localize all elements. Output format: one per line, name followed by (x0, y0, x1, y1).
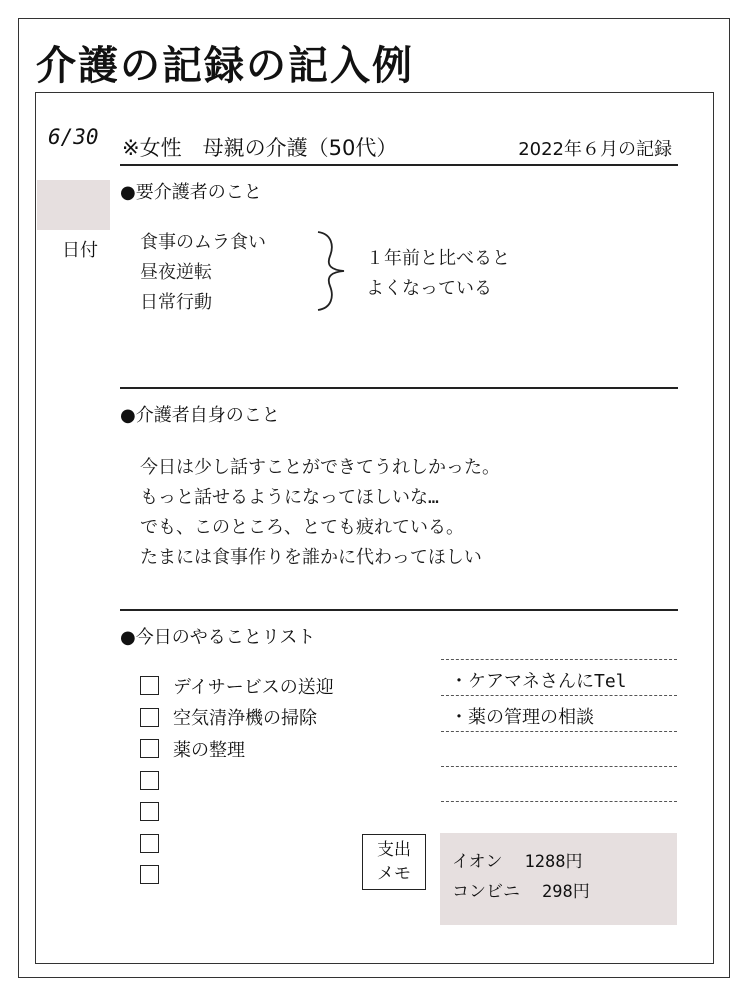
checkbox[interactable] (140, 771, 159, 790)
subject-text: ※女性 母親の介護（50代） (122, 136, 398, 160)
expense-label-line: 支出 (377, 840, 411, 860)
memo-dashed-line (441, 766, 677, 767)
todo-item-label: 薬の整理 (173, 739, 245, 761)
todo-item (140, 859, 334, 891)
todo-item (140, 796, 334, 828)
expense-name: イオン (452, 852, 503, 872)
memo-dashed-line (441, 659, 677, 660)
memo-text: ・薬の管理の相談 (450, 707, 594, 728)
expense-amount: 1288円 (524, 852, 583, 872)
expense-label-line: メモ (377, 864, 411, 884)
checkbox[interactable] (140, 676, 159, 695)
todo-item (140, 670, 334, 702)
expense-box (440, 833, 677, 925)
todo-item (140, 765, 334, 797)
section-todo-heading: ●今日のやることリスト (120, 627, 316, 648)
section-caregiver-heading: ●介護者自身のこと (120, 405, 280, 426)
checkbox[interactable] (140, 834, 159, 853)
date-value: 6/30 (48, 125, 99, 149)
expense-name: コンビニ (452, 882, 520, 902)
care-item: 昼夜逆転 (140, 262, 212, 283)
checkbox[interactable] (140, 708, 159, 727)
section-divider (120, 387, 678, 389)
caregiver-line: もっと話せるようになってほしいな… (140, 487, 439, 508)
todo-item (140, 733, 334, 765)
memo-text: ・ケアマネさんにTel (450, 671, 627, 692)
month-text: 2022年６月の記録 (518, 139, 672, 160)
todo-item-label: 空気清浄機の掃除 (173, 708, 317, 730)
page-title: 介護の記録の記入例 (36, 43, 414, 89)
caregiver-line: でも、このところ、とても疲れている。 (140, 517, 464, 538)
care-note-line: １年前と比べると (366, 248, 510, 269)
date-label: 日付 (62, 240, 98, 261)
care-note-line: よくなっている (366, 278, 492, 299)
expense-row (452, 847, 582, 872)
memo-dashed-line (441, 695, 677, 696)
expense-row (452, 877, 590, 902)
record-header (120, 130, 678, 166)
caregiver-line: 今日は少し話すことができてうれしかった。 (140, 457, 500, 478)
todo-checklist (140, 670, 334, 891)
todo-item-label: デイサービスの送迎 (173, 676, 334, 698)
curly-brace-icon (312, 228, 352, 314)
date-stamp-box (37, 180, 110, 230)
section-divider (120, 609, 678, 611)
memo-dashed-line (441, 731, 677, 732)
todo-item (140, 828, 334, 860)
checkbox[interactable] (140, 865, 159, 884)
caregiver-line: たまには食事作りを誰かに代わってほしい (140, 547, 482, 568)
expense-memo-label (362, 834, 426, 890)
care-item: 日常行動 (140, 292, 212, 313)
todo-item (140, 702, 334, 734)
section-care-recipient-heading: ●要介護者のこと (120, 182, 262, 203)
checkbox[interactable] (140, 739, 159, 758)
memo-dashed-line (441, 801, 677, 802)
expense-amount: 298円 (542, 882, 590, 902)
checkbox[interactable] (140, 802, 159, 821)
care-item: 食事のムラ食い (140, 232, 266, 253)
